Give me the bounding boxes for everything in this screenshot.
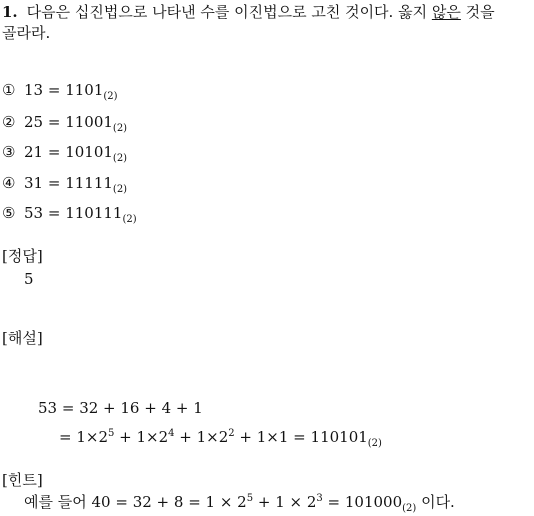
exponent: 2 bbox=[228, 428, 235, 439]
option-base: (2) bbox=[112, 153, 128, 164]
option-rhs: 11111 bbox=[65, 174, 113, 192]
option-rhs: 110111 bbox=[65, 204, 123, 222]
option-3: ③ $21 = 10101_{(2)}$ bbox=[2, 143, 128, 164]
option-marker: ④ bbox=[2, 174, 16, 192]
option-lhs: 25 bbox=[24, 113, 44, 131]
hint-label: [힌트] bbox=[2, 471, 43, 489]
answer-label: [정답] bbox=[2, 247, 43, 265]
explanation-label: [해설] bbox=[2, 329, 43, 347]
question-text: 다음은 십진법으로 나타낸 수를 이진법으로 고친 것이다. 옳지 bbox=[26, 3, 428, 21]
option-5: ⑤ $53 = 110111_{(2)}$ bbox=[2, 204, 137, 225]
base-subscript: (2) bbox=[402, 503, 417, 514]
option-base: (2) bbox=[112, 123, 128, 134]
option-marker: ⑤ bbox=[2, 204, 16, 222]
explanation-line-1: 53 = 32 + 16 + 4 + 1 bbox=[38, 399, 203, 417]
hint-part: = 101000 bbox=[322, 493, 403, 511]
expr-part: + 1×2 bbox=[114, 428, 169, 446]
exponent: 4 bbox=[168, 428, 175, 439]
answer-value: 5 bbox=[24, 270, 34, 288]
option-marker: ① bbox=[2, 81, 16, 99]
option-marker: ③ bbox=[2, 143, 16, 161]
hint-part: 예를 들어 40 = 32 + 8 = 1 × 2 bbox=[24, 493, 247, 511]
base-subscript: (2) bbox=[367, 438, 382, 449]
option-lhs: 53 bbox=[24, 204, 44, 222]
option-base: (2) bbox=[112, 184, 128, 195]
question-number: 1. bbox=[2, 3, 18, 21]
option-1: ① $13 = 1101_{(2)}$ bbox=[2, 81, 118, 102]
question-line-2 bbox=[2, 23, 50, 43]
exponent: 3 bbox=[316, 493, 323, 504]
option-2: ② $25 = 11001_{(2)}$ bbox=[2, 113, 128, 134]
exponent: 5 bbox=[246, 493, 254, 504]
option-marker: ② bbox=[2, 113, 16, 131]
question-text-end: 것을 bbox=[465, 3, 495, 21]
hint-text bbox=[24, 492, 455, 512]
hint-part: + 1 × 2 bbox=[253, 493, 317, 511]
explanation-line-2 bbox=[59, 427, 382, 447]
option-lhs: 31 bbox=[24, 174, 44, 192]
option-4: ④ $31 = 11111_{(2)}$ bbox=[2, 174, 128, 195]
option-base: (2) bbox=[103, 91, 118, 102]
expr-part: + 1×2 bbox=[174, 428, 229, 446]
option-lhs: 13 bbox=[24, 81, 44, 99]
expr-part: + 1×1 = 110101 bbox=[234, 428, 368, 446]
option-lhs: 21 bbox=[24, 143, 44, 161]
expr-part: = 1×2 bbox=[59, 428, 108, 446]
question-text-line2: 골라라. bbox=[2, 24, 51, 42]
option-rhs: 1101 bbox=[65, 81, 104, 99]
exponent: 5 bbox=[108, 428, 115, 439]
question-line-1 bbox=[2, 2, 495, 22]
option-rhs: 11001 bbox=[65, 113, 113, 131]
underlined-word: 않은 bbox=[431, 3, 461, 21]
option-base: (2) bbox=[122, 214, 137, 225]
hint-part: 이다. bbox=[416, 493, 455, 511]
option-rhs: 10101 bbox=[65, 143, 113, 161]
